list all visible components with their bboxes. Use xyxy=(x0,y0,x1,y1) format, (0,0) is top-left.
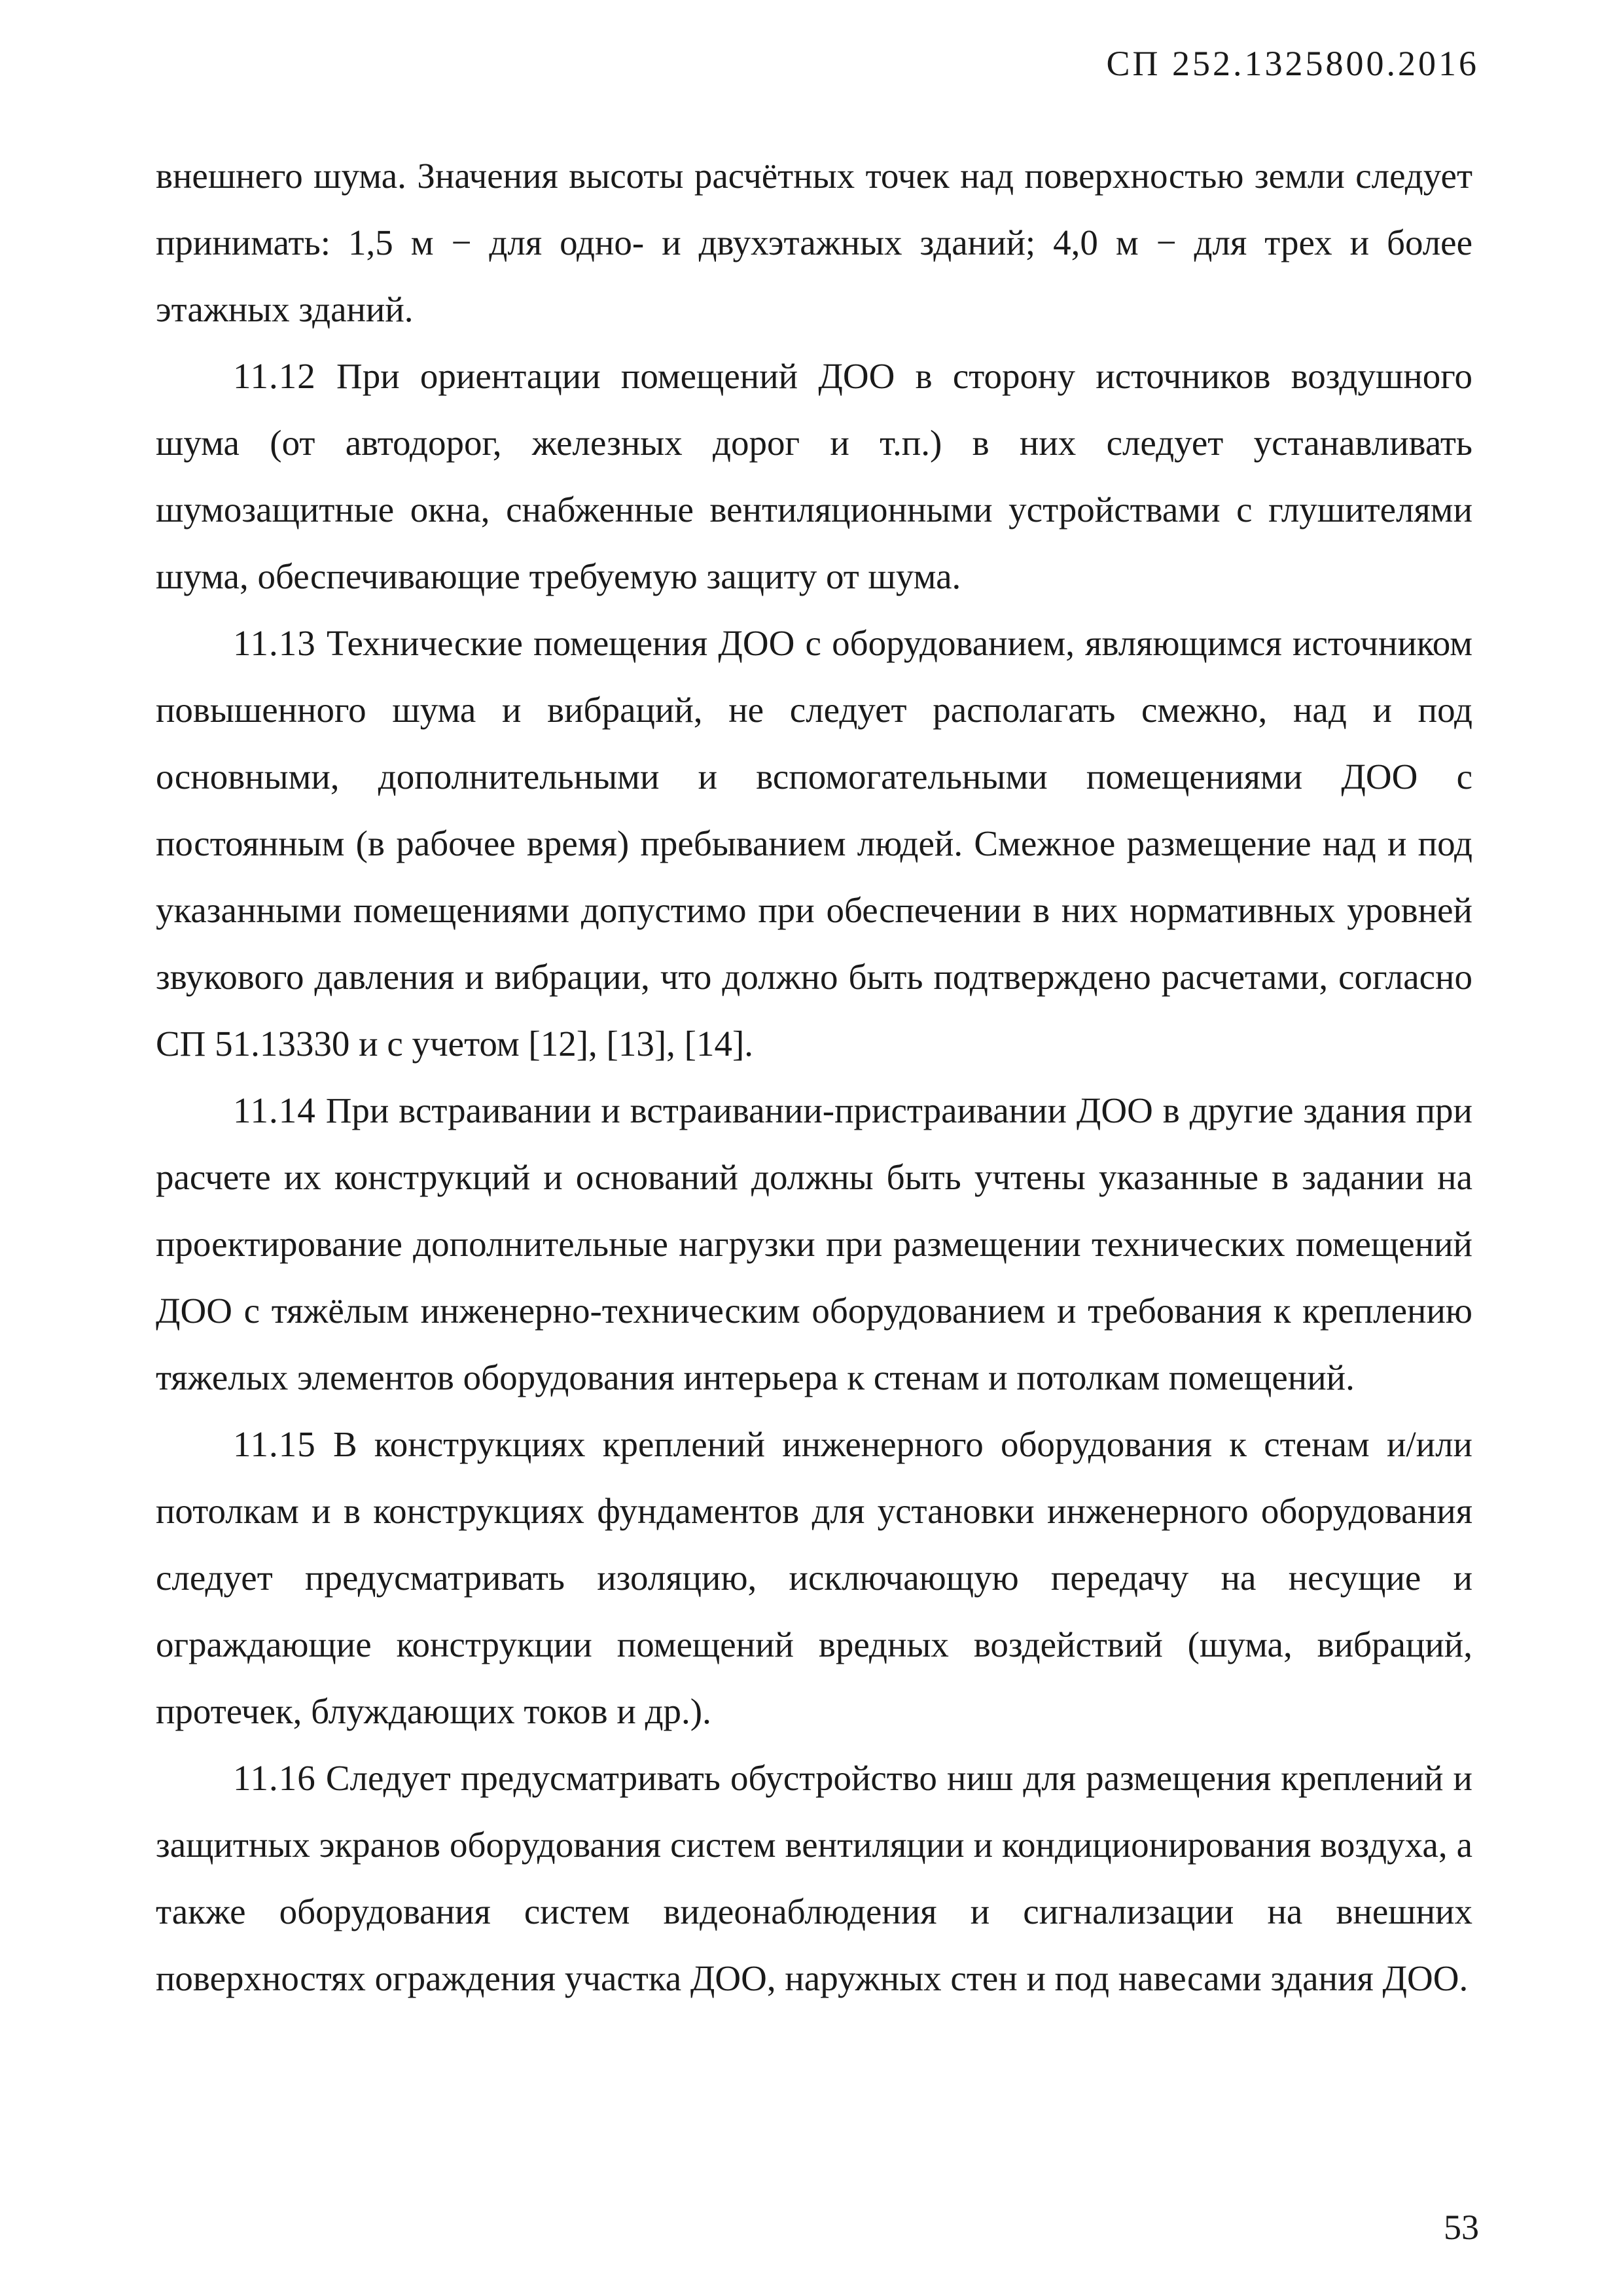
section-number: 11.13 xyxy=(233,623,316,663)
paragraph-text: В конструкциях креплений инженерного оборудования к стенам и/или потолкам и в конструкциях фундаментов для установки инженерного оборудования следует предусматривать изоляцию, исключающую передачу на несущие и ограждающие конструкции помещений вредных воздействий (шума, вибраций, протечек, блуждающих токов и др.). xyxy=(156,1424,1472,1731)
paragraph-11-12 xyxy=(156,343,1472,610)
document-code: СП 252.1325800.2016 xyxy=(1106,44,1479,83)
paragraph-continuation xyxy=(156,143,1472,343)
paragraph-text: При ориентации помещений ДОО в сторону источников воздушного шума (от автодорог, железных дорог и т.п.) в них следует устанавливать шумозащитные окна, снабженные вентиляционными устройствами с глушителями шума, обеспечивающие требуемую защиту от шума. xyxy=(156,356,1472,596)
section-number: 11.15 xyxy=(233,1424,316,1464)
section-number: 11.12 xyxy=(233,356,316,396)
page-number: 53 xyxy=(1444,2208,1479,2247)
paragraph-11-13 xyxy=(156,610,1472,1077)
section-number: 11.16 xyxy=(233,1758,316,1798)
paragraph-text: Технические помещения ДОО с оборудованием, являющимся источником повышенного шума и вибраций, не следует располагать смежно, над и под основными, дополнительными и вспомогательными помещениями ДОО с постоянным (в рабочее время) пребыванием людей. Смежное размещение над и под указанными помещениями допустимо при обеспечении в них нормативных уровней звукового давления и вибрации, что должно быть подтверждено расчетами, согласно СП 51.13330 и с учетом [12], [13], [14]. xyxy=(156,623,1472,1064)
paragraph-text: При встраивании и встраивании-пристраивании ДОО в другие здания при расчете их конструкций и оснований должны быть учтены указанные в задании на проектирование дополнительные нагрузки при размещении технических помещений ДОО с тяжёлым инженерно-техническим оборудованием и требования к креплению тяжелых элементов оборудования интерьера к стенам и потолкам помещений. xyxy=(156,1090,1472,1397)
paragraph-11-14 xyxy=(156,1077,1472,1411)
paragraph-text: Следует предусматривать обустройство ниш для размещения креплений и защитных экранов оборудования систем вентиляции и кондиционирования воздуха, а также оборудования систем видеонаблюдения и сигнализации на внешних поверхностях ограждения участка ДОО, наружных стен и под навесами здания ДОО. xyxy=(156,1758,1472,1998)
section-number: 11.14 xyxy=(233,1090,316,1130)
document-body xyxy=(156,143,1472,2012)
paragraph-11-16 xyxy=(156,1745,1472,2012)
paragraph-text: внешнего шума. Значения высоты расчётных точек над поверхностью земли следует принимать: 1,5 м − для одно- и двухэтажных зданий; 4,0 м − для трех и более этажных зданий. xyxy=(156,156,1472,329)
paragraph-11-15 xyxy=(156,1411,1472,1745)
